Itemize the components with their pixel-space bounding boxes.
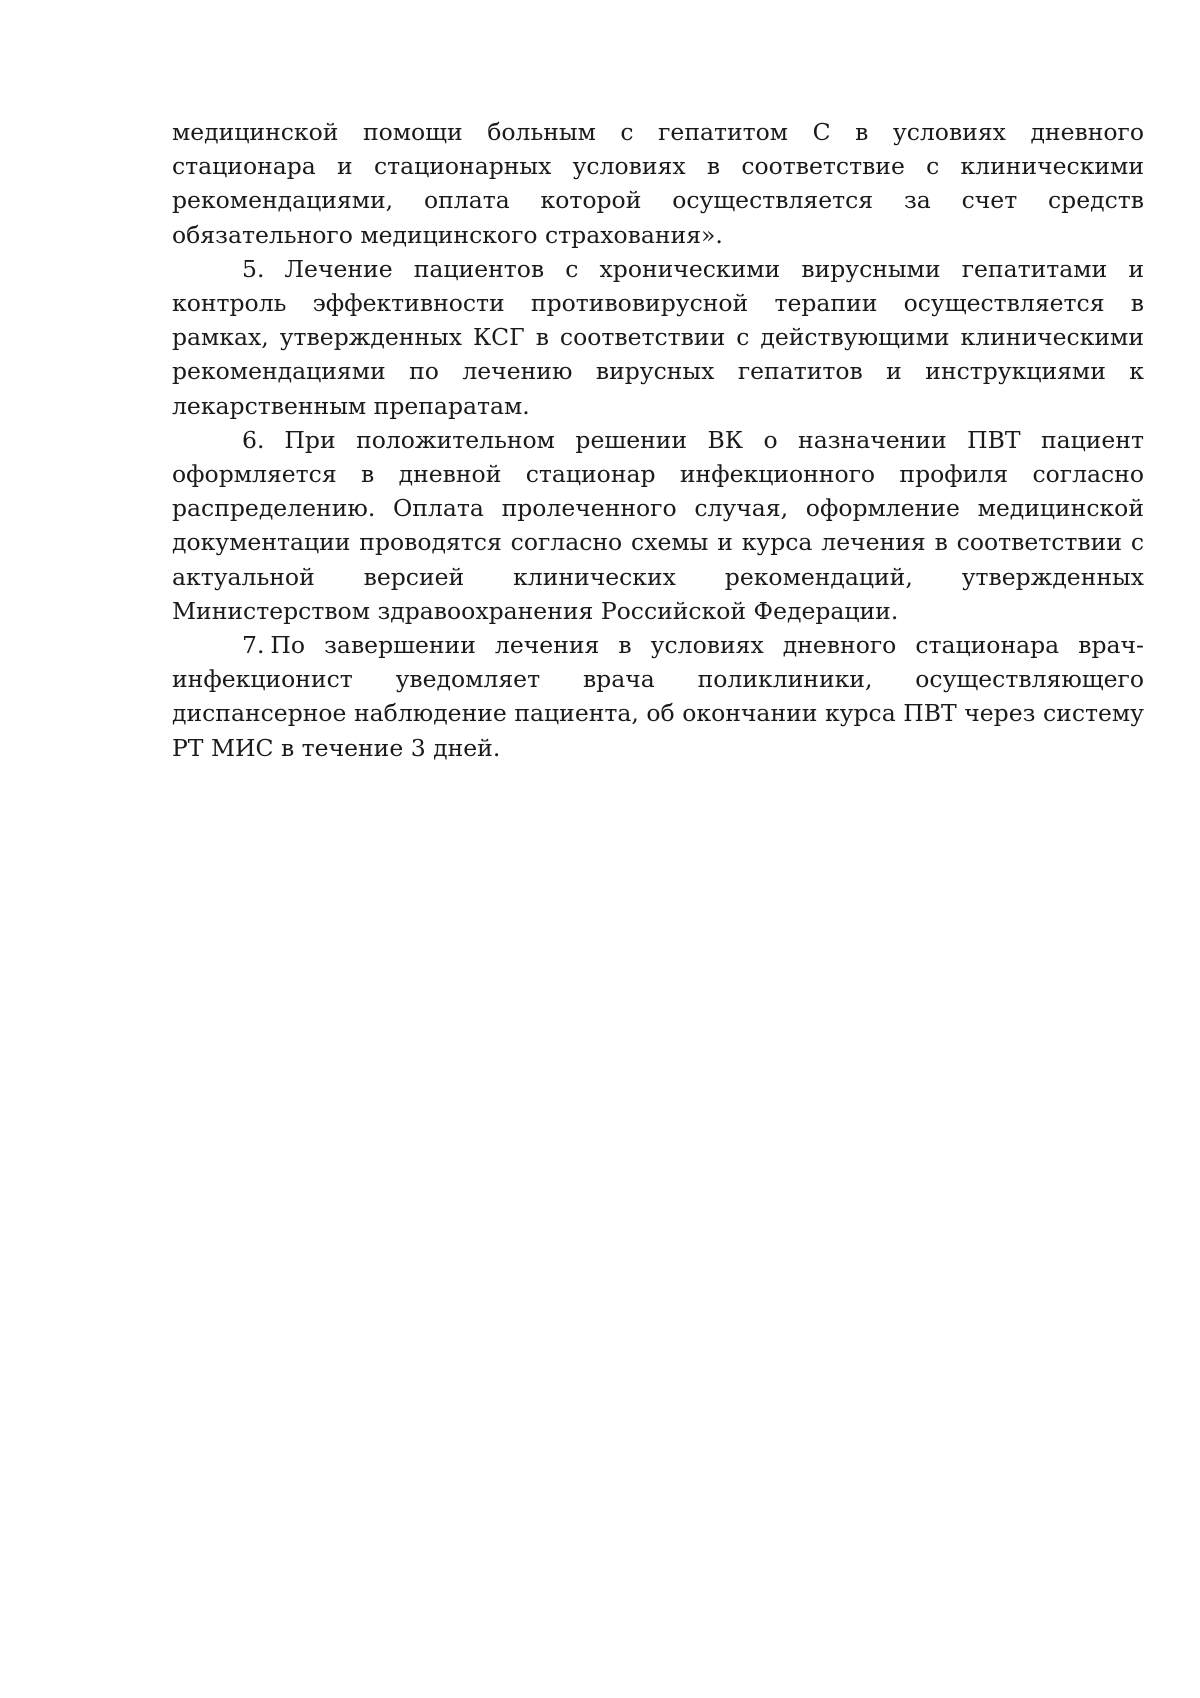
paragraph-text: медицинской помощи больным с гепатитом С в условиях дневного стационара и стационарных условиях в соответствие с клиническими рекомендациями, оплата которой осуществляется за счет средств обязательного медицинского страхования».: [172, 118, 1144, 249]
paragraph-text: По завершении лечения в условиях дневного стационара врач-инфекционист уведомляет врача поликлиники, осуществляющего диспансерное наблюдение пациента, об окончании курса ПВТ через систему РТ МИС в течение 3 дней.: [172, 631, 1144, 762]
paragraph-item-7: [172, 628, 1144, 765]
paragraph-number: 7.: [242, 631, 265, 660]
paragraph-continuation: [172, 115, 1144, 252]
paragraph-number: 6.: [242, 425, 265, 454]
document-body: [172, 115, 1144, 765]
paragraph-text: Лечение пациентов с хроническими вирусными гепатитами и контроль эффективности противовирусной терапии осуществляется в рамках, утвержденных КСГ в соответствии с действующими клиническими рекомендациями по лечению вирусных гепатитов и инструкциями к лекарственным препаратам.: [172, 254, 1144, 420]
paragraph-number: 5.: [242, 254, 265, 283]
paragraph-item-5: [172, 252, 1144, 423]
paragraph-text: При положительном решении ВК о назначении ПВТ пациент оформляется в дневной стационар инфекционного профиля согласно распределению. Оплата пролеченного случая, оформление медицинской документации проводятся согласно схемы и курса лечения в соответствии с актуальной версией клинических рекомендаций, утвержденных Министерством здравоохранения Российской Федерации.: [172, 425, 1144, 625]
paragraph-item-6: [172, 423, 1144, 628]
